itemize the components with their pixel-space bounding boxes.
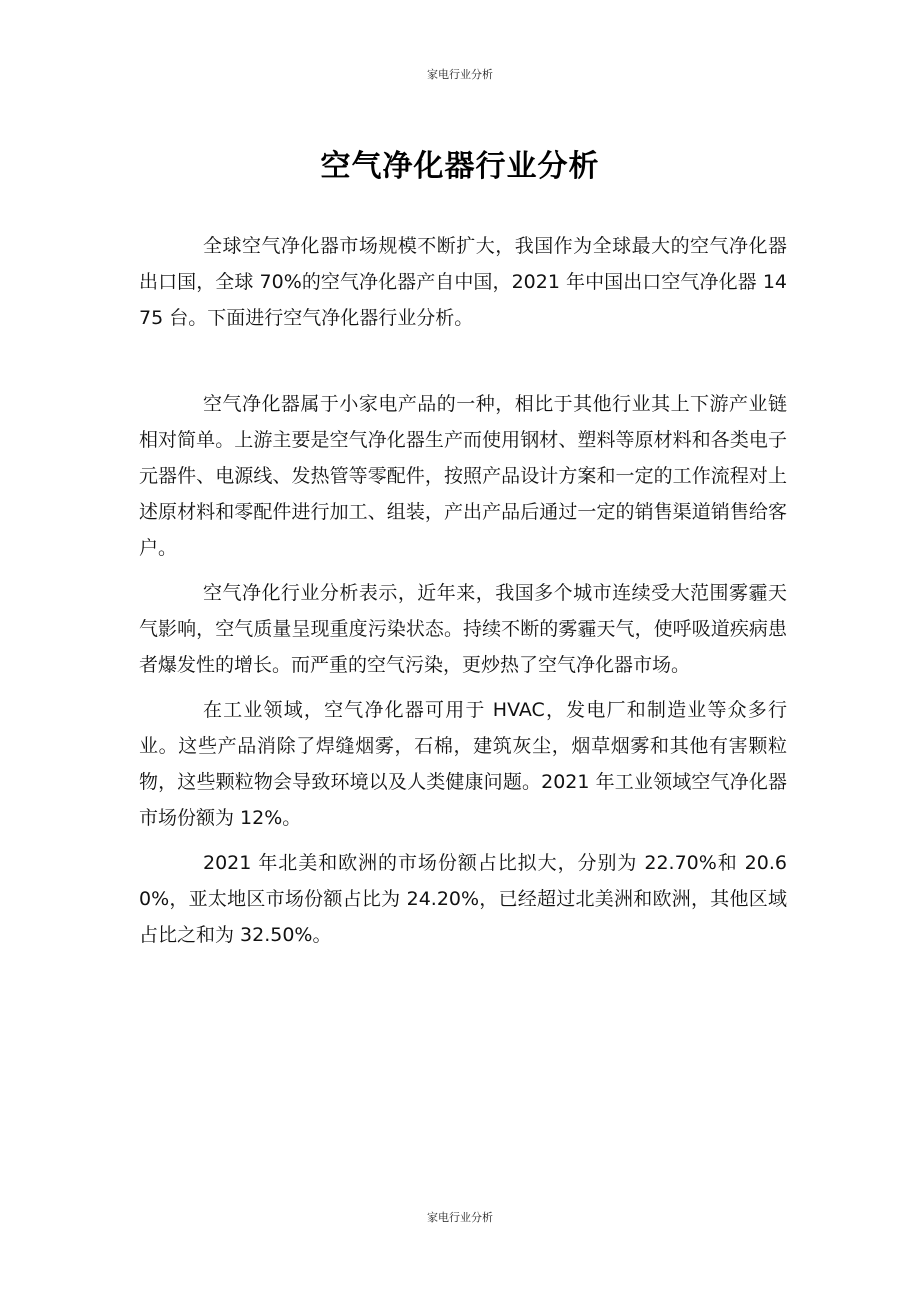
running-header: 家电行业分析 [427,68,493,81]
document-title: 空气净化器行业分析 [320,149,600,184]
paragraph-industrial-use: 在工业领域，空气净化器可用于 HVAC，发电厂和制造业等众多行业。这些产品消除了焊缝烟雾，石棉，建筑灰尘，烟草烟雾和其他有害颗粒物，这些颗粒物会导致环境以及人类健康问题。2021 年工业领域空气净化器市场份额为 12%。 [139,699,787,829]
paragraph-market-overview: 全球空气净化器市场规模不断扩大，我国作为全球最大的空气净化器出口国，全球 70%的空气净化器产自中国，2021 年中国出口空气净化器 1475 台。下面进行空气净化器行业分析。 [139,235,787,329]
paragraph-smog-demand: 空气净化行业分析表示，近年来，我国多个城市连续受大范围雾霾天气影响，空气质量呈现重度污染状态。持续不断的雾霾天气，使呼吸道疾病患者爆发性的增长。而严重的空气污染，更炒热了空气净化器市场。 [139,582,787,676]
paragraph-regional-share: 2021 年北美和欧洲的市场份额占比拟大，分别为 22.70%和 20.60%，亚太地区市场份额占比为 24.20%，已经超过北美洲和欧洲，其他区域占比之和为 32.50%。 [139,852,787,946]
running-footer: 家电行业分析 [427,1211,493,1224]
document-body [139,228,787,953]
paragraph-industry-chain: 空气净化器属于小家电产品的一种，相比于其他行业其上下游产业链相对简单。上游主要是空气净化器生产而使用钢材、塑料等原材料和各类电子元器件、电源线、发热管等零配件，按照产品设计方案和一定的工作流程对上述原材料和零配件进行加工、组装，产出产品后通过一定的销售渠道销售给客户。 [139,393,787,559]
